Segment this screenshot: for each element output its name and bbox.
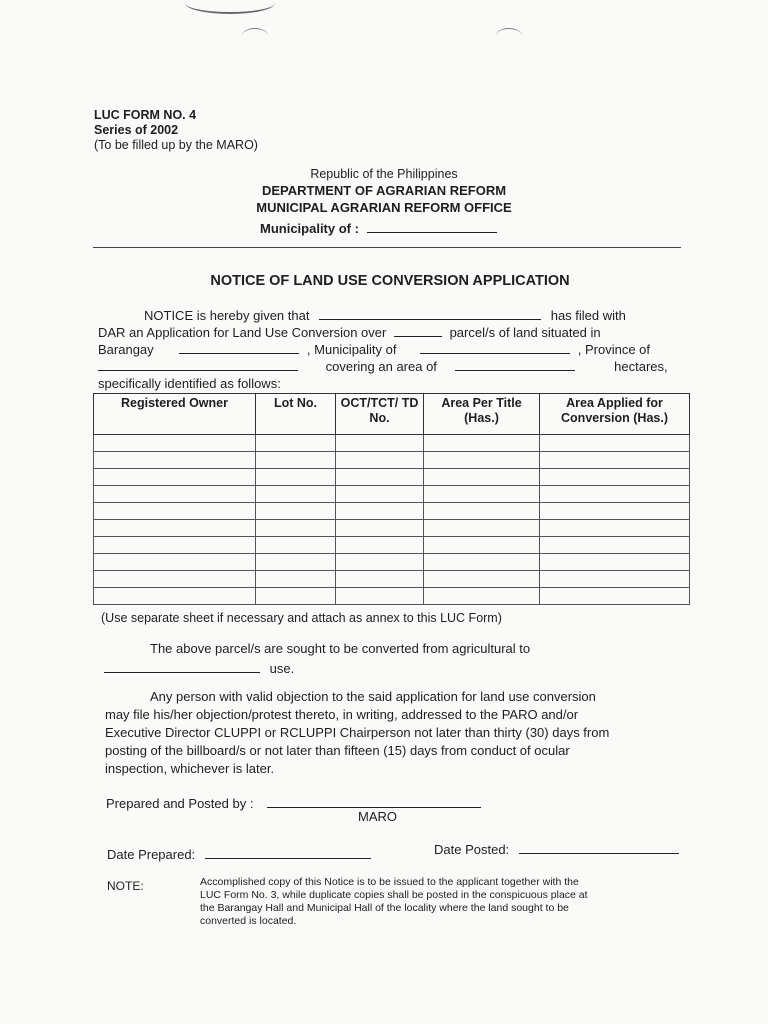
- note-line-2: LUC Form No. 3, while duplicate copies shall be posted in the conspicuous place at: [200, 889, 588, 901]
- table-cell[interactable]: [336, 571, 424, 588]
- form-number: LUC FORM NO. 4: [94, 108, 197, 122]
- notice-title: NOTICE OF LAND USE CONVERSION APPLICATION: [210, 273, 570, 289]
- table-cell[interactable]: [336, 520, 424, 537]
- note-line-4: converted is located.: [200, 915, 297, 927]
- table-cell[interactable]: [336, 503, 424, 520]
- note-line-3: the Barangay Hall and Municipal Hall of the locality where the land sought to be: [200, 902, 569, 914]
- table-cell[interactable]: [256, 537, 336, 554]
- notice-text: covering an area of: [325, 359, 437, 374]
- notice-text: parcel/s of land situated in: [449, 325, 601, 340]
- table-cell[interactable]: [540, 588, 690, 605]
- objection-line-4: posting of the billboard/s or not later than fifteen (15) days from conduct of ocular: [105, 743, 570, 758]
- table-cell[interactable]: [540, 469, 690, 486]
- table-cell[interactable]: [336, 588, 424, 605]
- date-posted-blank[interactable]: [519, 841, 679, 854]
- date-prepared-blank[interactable]: [205, 846, 371, 859]
- objection-line-5: inspection, whichever is later.: [105, 761, 275, 776]
- col-title-no: OCT/TCT/ TD No.: [336, 394, 424, 435]
- table-cell[interactable]: [336, 435, 424, 452]
- table-cell[interactable]: [424, 554, 540, 571]
- notice-line-3: [98, 341, 650, 359]
- conversion-use-text: use.: [269, 661, 295, 676]
- table-cell[interactable]: [424, 452, 540, 469]
- notice-line-1: [144, 307, 626, 325]
- table-cell[interactable]: [424, 588, 540, 605]
- table-note: (Use separate sheet if necessary and attach as annex to this LUC Form): [101, 611, 502, 625]
- col-registered-owner: Registered Owner: [94, 394, 256, 435]
- notice-text: , Municipality of: [306, 342, 397, 357]
- date-posted-field: [434, 841, 679, 859]
- note-line-1: Accomplished copy of this Notice is to be issued to the applicant together with the: [200, 876, 579, 888]
- converted-use-blank[interactable]: [104, 660, 260, 673]
- table-cell[interactable]: [256, 571, 336, 588]
- table-cell[interactable]: [540, 452, 690, 469]
- table-cell[interactable]: [94, 486, 256, 503]
- date-prepared-label: Date Prepared:: [107, 847, 196, 862]
- objection-line-1: Any person with valid objection to the said application for land use conversion: [150, 689, 596, 704]
- table-cell[interactable]: [256, 452, 336, 469]
- municipality-label: Municipality of :: [260, 221, 359, 236]
- table-row: [94, 554, 690, 571]
- office-line: MUNICIPAL AGRARIAN REFORM OFFICE: [256, 200, 512, 215]
- republic-line: Republic of the Philippines: [310, 167, 458, 181]
- table-row: [94, 486, 690, 503]
- punch-hole-right: [496, 28, 522, 43]
- form-fill-note: (To be filled up by the MARO): [94, 138, 258, 152]
- barangay-blank[interactable]: [179, 341, 299, 354]
- prepared-by-field: [106, 795, 481, 813]
- table-cell[interactable]: [256, 486, 336, 503]
- applicant-blank[interactable]: [319, 307, 541, 320]
- table-cell[interactable]: [256, 554, 336, 571]
- table-cell[interactable]: [540, 503, 690, 520]
- table-cell[interactable]: [540, 554, 690, 571]
- table-cell[interactable]: [424, 486, 540, 503]
- prepared-by-blank[interactable]: [267, 795, 481, 808]
- table-cell[interactable]: [256, 503, 336, 520]
- notice-text: DAR an Application for Land Use Conversion over: [98, 325, 387, 340]
- col-area-per-title: Area Per Title (Has.): [424, 394, 540, 435]
- table-cell[interactable]: [256, 588, 336, 605]
- table-cell[interactable]: [94, 452, 256, 469]
- table-header-row: [94, 394, 690, 435]
- province-blank[interactable]: [98, 358, 298, 371]
- table-cell[interactable]: [94, 520, 256, 537]
- table-cell[interactable]: [424, 537, 540, 554]
- col-lot-no: Lot No.: [256, 394, 336, 435]
- table-cell[interactable]: [336, 469, 424, 486]
- area-blank[interactable]: [455, 358, 575, 371]
- date-prepared-field: [107, 846, 371, 864]
- municipality-of-blank[interactable]: [420, 341, 570, 354]
- maro-label: MARO: [358, 809, 397, 824]
- table-cell[interactable]: [94, 503, 256, 520]
- table-cell[interactable]: [256, 435, 336, 452]
- table-cell[interactable]: [256, 469, 336, 486]
- header-divider: [93, 247, 681, 248]
- form-series: Series of 2002: [94, 123, 179, 137]
- table-cell[interactable]: [540, 486, 690, 503]
- objection-line-2: may file his/her objection/protest thereto, in writing, addressed to the PARO and/or: [105, 707, 579, 722]
- page-edge-mark: [185, 0, 275, 14]
- note-label: NOTE:: [107, 879, 144, 893]
- table-row: [94, 588, 690, 605]
- table-row: [94, 537, 690, 554]
- notice-line-4: [98, 358, 668, 376]
- table-cell[interactable]: [94, 571, 256, 588]
- notice-text: hectares,: [614, 359, 668, 374]
- notice-line-5: specifically identified as follows:: [98, 376, 281, 391]
- table-cell[interactable]: [94, 537, 256, 554]
- table-cell[interactable]: [336, 452, 424, 469]
- table-cell[interactable]: [424, 520, 540, 537]
- table-cell[interactable]: [94, 435, 256, 452]
- table-cell[interactable]: [424, 571, 540, 588]
- table-cell[interactable]: [540, 571, 690, 588]
- notice-text: has filed with: [550, 308, 626, 323]
- date-posted-label: Date Posted:: [434, 842, 510, 857]
- parcel-count-blank[interactable]: [394, 324, 442, 337]
- table-cell[interactable]: [94, 469, 256, 486]
- conversion-line-1: The above parcel/s are sought to be converted from agricultural to: [150, 641, 531, 656]
- notice-text: , Province of: [577, 342, 651, 357]
- table-cell[interactable]: [94, 588, 256, 605]
- table-row: [94, 520, 690, 537]
- table-row: [94, 435, 690, 452]
- table-cell[interactable]: [424, 503, 540, 520]
- table-cell[interactable]: [336, 537, 424, 554]
- table-cell[interactable]: [94, 554, 256, 571]
- prepared-by-label: Prepared and Posted by :: [106, 796, 254, 811]
- table-row: [94, 469, 690, 486]
- notice-text: Barangay: [98, 342, 154, 357]
- table-cell[interactable]: [540, 537, 690, 554]
- notice-text: NOTICE is hereby given that: [144, 308, 310, 323]
- table-row: [94, 503, 690, 520]
- municipality-blank[interactable]: [367, 220, 497, 233]
- table-cell[interactable]: [540, 435, 690, 452]
- table-cell[interactable]: [256, 520, 336, 537]
- table-cell[interactable]: [424, 435, 540, 452]
- municipality-field: [260, 220, 497, 236]
- notice-line-2: [98, 324, 601, 342]
- table-cell[interactable]: [540, 520, 690, 537]
- table-row: [94, 571, 690, 588]
- punch-hole-left: [242, 28, 268, 43]
- table-cell[interactable]: [336, 486, 424, 503]
- department-line: DEPARTMENT OF AGRARIAN REFORM: [261, 183, 507, 198]
- table-cell[interactable]: [336, 554, 424, 571]
- objection-line-3: Executive Director CLUPPI or RCLUPPI Chairperson not later than thirty (30) days from: [105, 725, 610, 740]
- table-cell[interactable]: [424, 469, 540, 486]
- table-row: [94, 452, 690, 469]
- parcel-table: [93, 393, 690, 605]
- conversion-line-2: [104, 660, 294, 678]
- col-area-applied: Area Applied for Conversion (Has.): [540, 394, 690, 435]
